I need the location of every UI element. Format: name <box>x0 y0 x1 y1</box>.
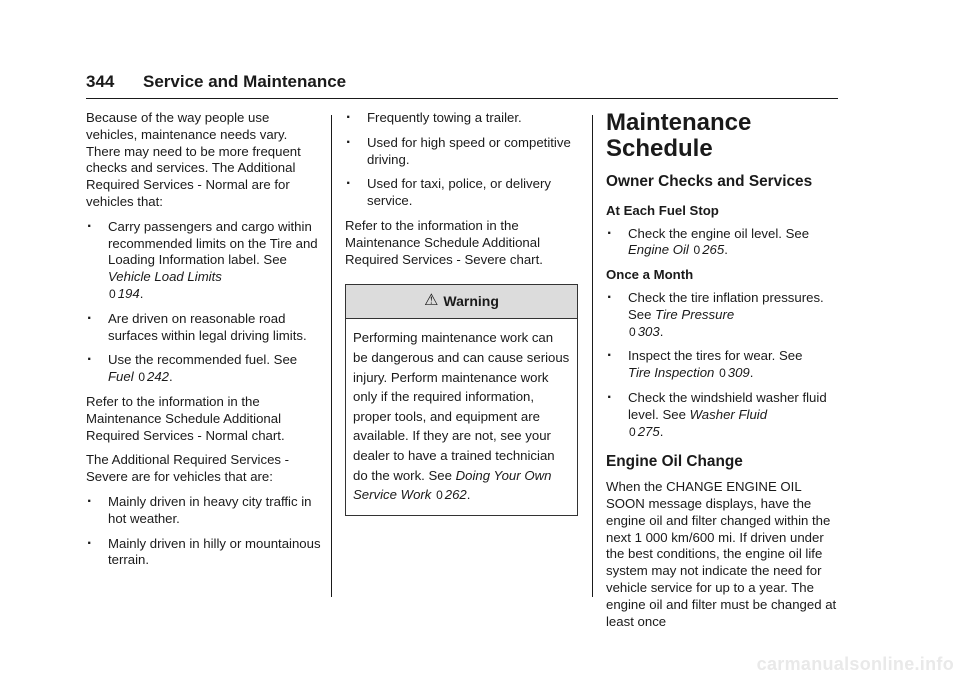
bullet-icon: . <box>607 343 612 361</box>
cross-reference-link[interactable]: Tire Inspection <box>628 365 715 381</box>
section-title: Service and Maintenance <box>143 72 347 91</box>
header-rule <box>86 98 838 99</box>
column-1 <box>86 110 324 577</box>
page-reference-link[interactable]: 262 <box>444 487 467 503</box>
list-item: . Carry passengers and cargo within recommended limits on the Tire and Loading Information label. See Vehicle Load Limits 0 194. <box>87 213 318 301</box>
page-arrow-icon: 0 <box>138 370 146 385</box>
page-arrow-icon: 0 <box>436 488 443 503</box>
paragraph: When the CHANGE ENGINE OIL SOON message displays, have the engine oil and filter changed within the next 1 000 km/600 mi. If driven under the best conditions, the engine oil life system may not indicate the need for vehicle service for up to a year. The engine oil and filter must be changed at least once <box>606 479 837 629</box>
bullet-icon: . <box>87 213 92 231</box>
cross-reference-link[interactable]: Washer Fluid <box>689 406 768 422</box>
section-heading: Maintenance Schedule <box>606 109 752 162</box>
subheading-engine-oil: Engine Oil Change <box>606 453 743 471</box>
page-reference-link[interactable]: 194 <box>117 285 140 301</box>
list-item: . Used for high speed or competitive driving. <box>346 129 571 167</box>
page-arrow-icon: 0 <box>719 366 726 381</box>
bullet-icon: . <box>607 284 612 302</box>
list-item: . Use the recommended fuel. See Fuel 0 242. <box>87 347 298 385</box>
paragraph: Refer to the information in the Maintenance Schedule Additional Required Services - Severe chart. <box>345 217 543 267</box>
bullet-icon: . <box>87 488 92 506</box>
bullet-icon: . <box>346 105 351 122</box>
cross-reference-link[interactable]: Engine Oil <box>628 242 689 258</box>
cross-reference-link[interactable]: Fuel <box>108 369 134 385</box>
warning-title: Warning <box>443 293 499 310</box>
warning-icon: ⚠ <box>424 292 439 310</box>
column-2 <box>345 105 578 516</box>
page-reference-link[interactable]: 309 <box>727 365 750 381</box>
paragraph: Refer to the information in the Maintenance Schedule Additional Required Services - Normal chart. <box>86 393 285 443</box>
subheading-monthly: Once a Month <box>606 267 694 283</box>
list-item: . Check the engine oil level. See Engine Oil 0 265. <box>607 220 810 258</box>
page-arrow-icon: 0 <box>629 424 636 439</box>
column-3 <box>606 110 838 638</box>
page-arrow-icon: 0 <box>629 324 636 339</box>
page-arrow-icon: 0 <box>109 286 116 301</box>
column-divider-2 <box>592 115 593 597</box>
page-arrow-icon: 0 <box>693 243 701 258</box>
page-reference-link[interactable]: 303 <box>637 323 660 339</box>
subheading-fuel-stop: At Each Fuel Stop <box>606 202 719 218</box>
subheading-owner-checks: Owner Checks and Services <box>606 173 813 190</box>
list-item: . Check the tire inflation pressures. See Tire Pressure 0 303. <box>607 284 824 339</box>
bullet-icon: . <box>346 129 351 147</box>
intro-paragraph: Because of the way people use vehicles, maintenance needs vary. There may need to be more frequent checks and services. The Additional Required Services - Normal are for vehicles that: <box>86 110 301 209</box>
list-item: . Frequently towing a trailer. <box>346 105 522 125</box>
list-item: . Mainly driven in hilly or mountainous terrain. <box>87 530 321 568</box>
list-item: . Are driven on reasonable road surfaces within legal driving limits. <box>87 305 307 343</box>
column-divider-1 <box>331 115 332 597</box>
bullet-icon: . <box>607 220 612 238</box>
page-number: 344 <box>86 72 115 91</box>
warning-box <box>345 284 578 515</box>
warning-body: Performing maintenance work can be dangerous and can cause serious injury. Perform maintenance work only if the required information, proper tools, and equipment are available. If they are not, see your dealer to have a trained technician do the work. See Doing Your Own Service Work 0 262. <box>353 330 570 503</box>
page-reference-link[interactable]: 242 <box>147 369 170 385</box>
bullet-icon: . <box>87 530 92 548</box>
list-item: . Mainly driven in heavy city traffic in hot weather. <box>87 488 312 526</box>
list-item: . Check the windshield washer fluid level. See Washer Fluid 0 275. <box>607 384 827 439</box>
page-header <box>86 72 838 100</box>
page-reference-link[interactable]: 275 <box>637 423 660 439</box>
list-item: . Inspect the tires for wear. See Tire Inspection 0 309. <box>607 343 803 381</box>
warning-header <box>346 285 577 319</box>
cross-reference-link[interactable]: Vehicle Load Limits <box>108 269 222 285</box>
page-reference-link[interactable]: 265 <box>702 242 725 258</box>
bullet-icon: . <box>87 347 92 365</box>
cross-reference-link[interactable]: Doing Your Own Service Work <box>353 467 552 503</box>
watermark-brand: carmanualsonline.info <box>756 654 954 674</box>
bullet-icon: . <box>87 305 92 323</box>
cross-reference-link[interactable]: Tire Pressure <box>655 306 735 322</box>
paragraph: The Additional Required Services - Severe are for vehicles that are: <box>86 452 290 485</box>
list-item: . Used for taxi, police, or delivery service. <box>346 171 551 209</box>
bullet-icon: . <box>346 171 351 189</box>
bullet-icon: . <box>607 384 612 402</box>
